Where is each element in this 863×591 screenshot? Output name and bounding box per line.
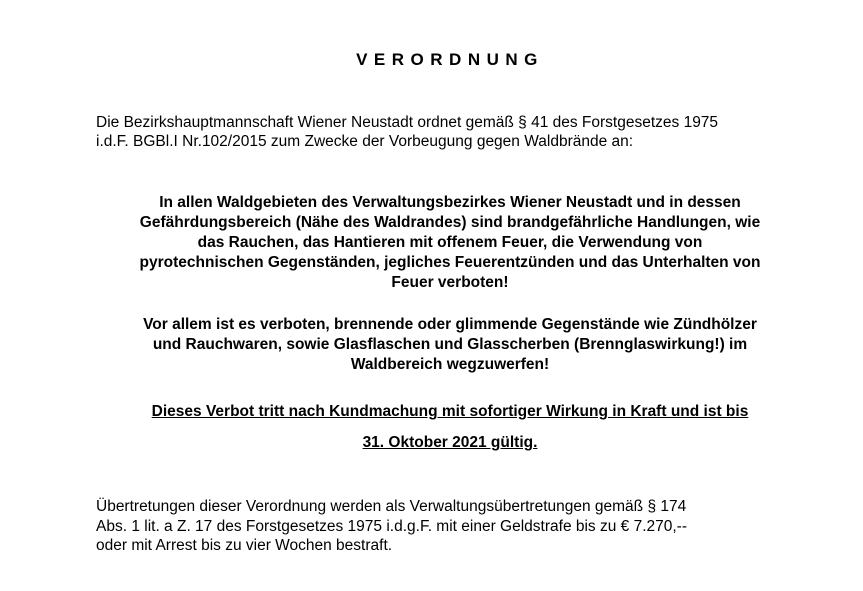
- prohibition-line: pyrotechnischen Gegenständen, jegliches Feuerentzünden und das Unterhalten von: [139, 254, 761, 271]
- prohibition-line: Gefährdungsbereich (Nähe des Waldrandes) sind brandgefährliche Handlungen, wie: [139, 214, 761, 231]
- penalty-line: Übertretungen dieser Verordnung werden als Verwaltungsübertretungen gemäß § 174: [96, 498, 687, 515]
- prohibition-line: das Rauchen, das Hantieren mit offenem Feuer, die Verwendung von: [197, 234, 703, 251]
- validity-line: 31. Oktober 2021 gültig.: [362, 434, 538, 451]
- penalty-line: Abs. 1 lit. a Z. 17 des Forstgesetzes 1975 i.d.g.F. mit einer Geldstrafe bis zu € 7.270,--: [96, 517, 688, 535]
- disposal-line: Vor allem ist es verboten, brennende oder glimmende Gegenstände wie Zündhölzer: [143, 316, 757, 333]
- prohibition-line: In allen Waldgebieten des Verwaltungsbezirkes Wiener Neustadt und in dessen: [159, 194, 741, 211]
- intro-line: i.d.F. BGBl.I Nr.102/2015 zum Zwecke der Vorbeugung gegen Waldbrände an:: [96, 133, 634, 150]
- intro-line: Die Bezirkshauptmannschaft Wiener Neustadt ordnet gemäß § 41 des Forstgesetzes 1975: [96, 114, 719, 131]
- prohibition-paragraph: [60, 193, 840, 293]
- validity-paragraph: [60, 396, 840, 458]
- intro-paragraph: [96, 113, 816, 151]
- penalty-line: oder mit Arrest bis zu vier Wochen bestraft.: [96, 537, 393, 554]
- disposal-line: Waldbereich wegzuwerfen!: [350, 356, 550, 373]
- disposal-line: und Rauchwaren, sowie Glasflaschen und Glasscherben (Brennglaswirkung!) im: [152, 336, 748, 353]
- prohibition-line: Feuer verboten!: [391, 274, 509, 291]
- document-title: VERORDNUNG: [356, 50, 544, 69]
- disposal-paragraph: [60, 315, 840, 375]
- penalty-paragraph: [96, 497, 816, 556]
- validity-line: Dieses Verbot tritt nach Kundmachung mit sofortiger Wirkung in Kraft und ist bis: [151, 403, 749, 420]
